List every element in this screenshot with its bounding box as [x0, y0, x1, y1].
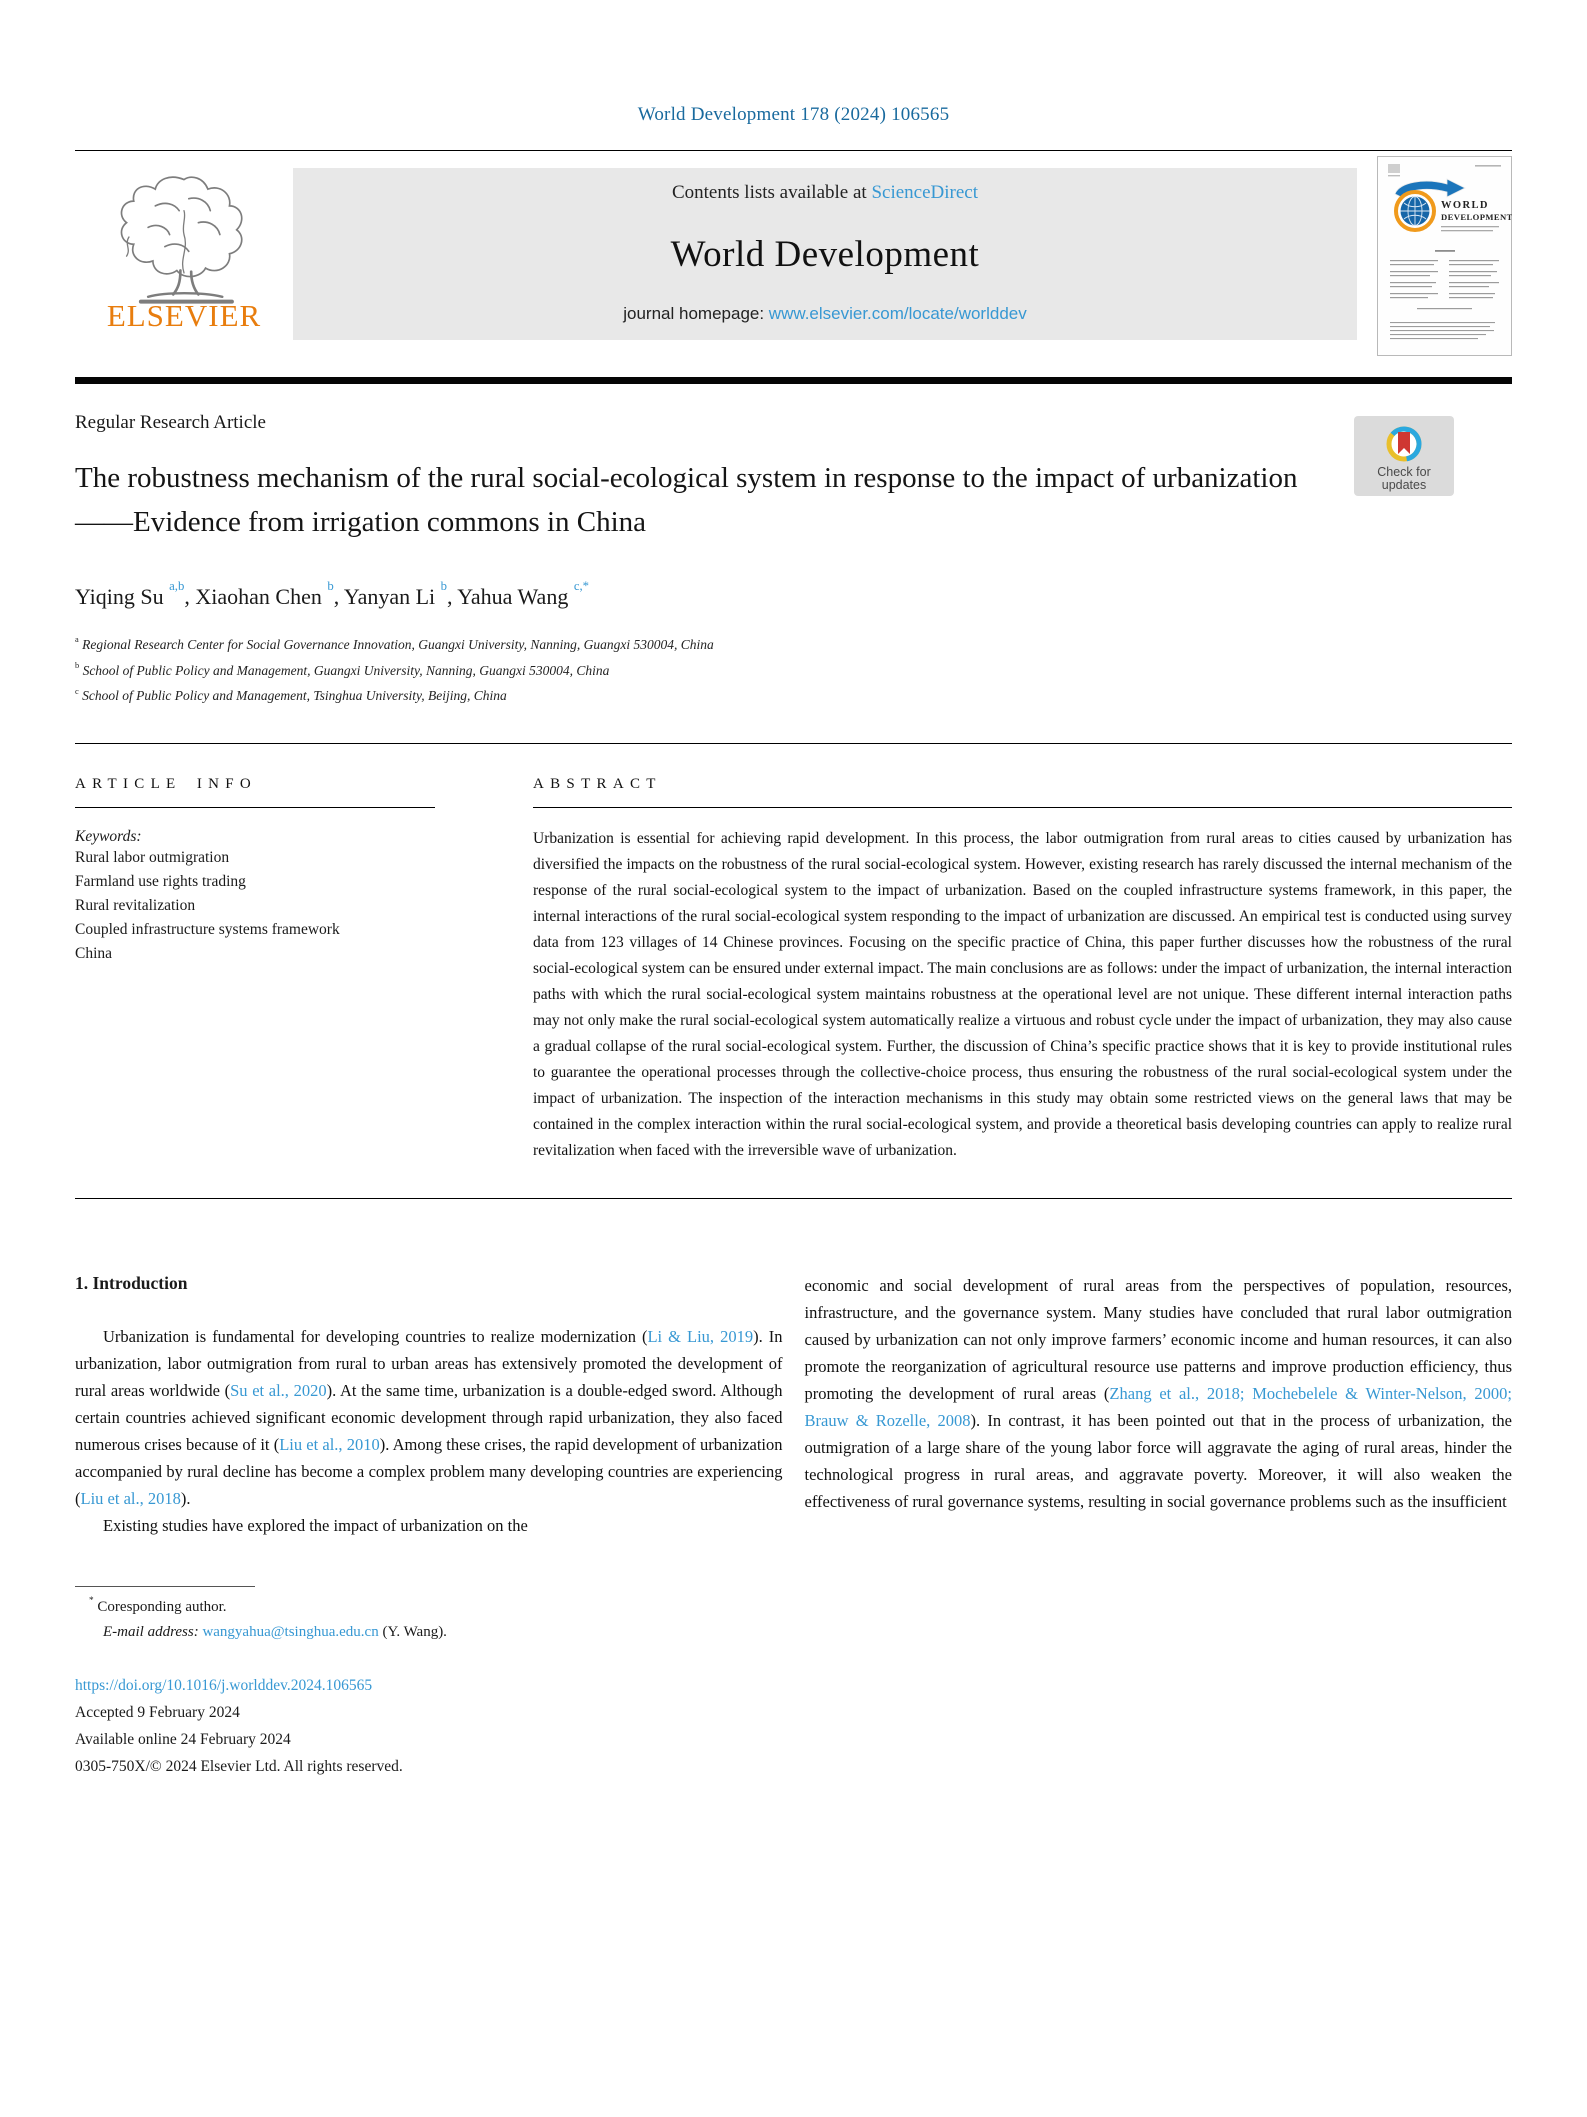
crossmark-label-line1: Check for [1377, 465, 1431, 479]
article-header [75, 412, 1512, 709]
affiliation-a: $^a$ Regional Research Center for Social Governance Innovation, Guangxi University, Nanning, Guangxi 530004, China [75, 635, 714, 653]
sciencedirect-link[interactable]: ScienceDirect [871, 182, 979, 203]
article-title: The robustness mechanism of the rural social-ecological system in response to the impact of urbanization——Evidence from irrigation commons in China [75, 462, 1298, 539]
article-info-column [75, 744, 435, 1164]
email-line: E-mail address: wangyahua@tsinghua.edu.cn (Y. Wang). [103, 1624, 447, 1641]
journal-title: World Development [670, 233, 980, 275]
article-type-label: Regular Research Article [75, 412, 266, 433]
authors-line: Yiqing Su $^{a,b}$, Xiaohan Chen $^b$, Yanyan Li $^b$, Yahua Wang $^{c,*}$ [75, 579, 590, 610]
keyword-item: Coupled infrastructure systems framework [75, 921, 340, 939]
info-abstract-bottom-rule [75, 1198, 1512, 1199]
doi-link[interactable]: https://doi.org/10.1016/j.worlddev.2024.106565 [75, 1676, 373, 1694]
journal-citation-header: World Development 178 (2024) 106565 [637, 104, 950, 125]
cover-title-line2: DEVELOPMENT [1441, 212, 1512, 222]
keywords-label: Keywords: [75, 828, 142, 846]
abstract-rule [533, 807, 1512, 808]
intro-paragraph-3: economic and social development of rural areas from the perspectives of population, resources, infrastructure, and the governance system. Many studies have concluded that rural labor outmigration caused by urbanization can not only improve farmers’ economic income and human resources, it can also promote the reorganization of agricultural resource use patterns and improve production efficiency, thus promoting the development of rural areas (Zhang et al., 2018; Mochebelele & Winter-Nelson, 2000; Brauw & Rozelle, 2008). In contrast, it has been pointed out that in the process of urbanization, the outmigration of a large share of the young labor force will aggravate the aging of rural areas, hinder the technological progress in rural areas, and aggravate poverty. Moreover, it will also weaken the effectiveness of rural governance systems, resulting in social governance problems such as the insufficient [804, 1276, 1513, 1511]
intro-paragraph-1: Urbanization is fundamental for developing countries to realize modernization (Li & Liu, 2019). In urbanization, labor outmigration from rural to urban areas has extensively promoted the development of rural areas worldwide (Su et al., 2020). At the same time, urbanization is a double-edged sword. Although certain countries achieved significant economic development through rapid urbanization, they also faced numerous crises because of it (Liu et al., 2010). Among these crises, the rapid development of urbanization accompanied by rural decline has become a complex problem many developing countries are experiencing (Liu et al., 2018). [75, 1327, 783, 1508]
black-divider-bar [75, 377, 1512, 384]
elsevier-tree-icon [108, 170, 260, 304]
intro-col-left [75, 1273, 783, 1780]
journal-cover-thumbnail [1377, 156, 1512, 361]
accepted-date: Accepted 9 February 2024 [75, 1703, 240, 1721]
keyword-item: Rural revitalization [75, 897, 196, 915]
footnote-divider [75, 1586, 255, 1587]
intro-paragraph-2: Existing studies have explored the impact of urbanization on the [103, 1515, 528, 1535]
abstract-heading: ABSTRACT [533, 776, 662, 793]
keyword-item: Farmland use rights trading [75, 873, 246, 891]
crossmark-icon [1354, 416, 1454, 496]
introduction-heading: 1. Introduction [75, 1273, 188, 1294]
top-rule [75, 150, 1512, 151]
affiliations [75, 632, 1512, 709]
homepage-prefix: journal homepage: [623, 304, 769, 323]
masthead-box [293, 168, 1357, 340]
masthead [75, 168, 1512, 361]
journal-cover-image [1377, 156, 1512, 356]
info-abstract-section [75, 744, 1512, 1164]
introduction-section [75, 1273, 1512, 1780]
contents-prefix: Contents lists available at [671, 182, 872, 203]
copyright-line: 0305-750X/© 2024 Elsevier Ltd. All rights reserved. [75, 1757, 403, 1775]
article-info-rule [75, 807, 435, 808]
corresponding-author-note: * Coresponding author. [89, 1596, 227, 1615]
elsevier-wordmark: ELSEVIER [106, 298, 262, 333]
abstract-text: Urbanization is essential for achieving rapid development. In this process, the labor outmigration from rural areas to cities caused by urbanization has diversified the impacts on the robustness of the rural social-ecological system. However, existing research has rarely discussed the internal mechanism of the response of the rural social-ecological system to the impact of urbanization. Based on the coupled infrastructure systems framework, in this paper, the internal interactions of the rural social-ecological system responding to the impact of urbanization are discussed. An empirical test is conducted using survey data from 123 villages of 14 Chinese provinces. Focusing on the specific practice of China, this paper further discusses how the robustness of the rural social-ecological system can be ensured under external impact. The main conclusions are as follows: under the impact of urbanization, the internal interaction paths with which the rural social-ecological system maintains robustness at the operational level are not unique. These different internal interaction paths may not only make the rural social-ecological system automatically realize a virtuous and robust cycle under the impact of urbanization, they may also cause a gradual collapse of the rural social-ecological system. Further, the discussion of China’s specific practice shows that it is key to provide institutional rules to guarantee the operational processes through the collective-choice process, thus ensuring the robustness of the rural social-ecological system under the impact of urbanization. The inspection of the interaction mechanisms in this study may obtain some restricted views on the general laws that may be contained in the complex interaction within the rural social-ecological system, and provide a theoretical basis developing countries can apply to realize rural revitalization when faced with the irreversible wave of urbanization. [533, 830, 1512, 1160]
keyword-item: China [75, 945, 113, 963]
keyword-item: Rural labor outmigration [75, 849, 230, 867]
intro-col-right [805, 1273, 1513, 1780]
available-online-date: Available online 24 February 2024 [75, 1730, 291, 1748]
affiliation-c: $^c$ School of Public Policy and Management, Tsinghua University, Beijing, China [75, 686, 507, 704]
footnotes [75, 1595, 783, 1646]
elsevier-logo [75, 168, 293, 334]
abstract-column [533, 744, 1512, 1164]
contents-line [303, 182, 1347, 204]
crossmark-badge[interactable] [1354, 416, 1454, 496]
cover-title-line1: WORLD [1441, 200, 1489, 211]
homepage-line [303, 304, 1347, 324]
article-info-heading: ARTICLE INFO [75, 776, 258, 793]
affiliation-b: $^b$ School of Public Policy and Management, Guangxi University, Nanning, Guangxi 530004, China [75, 661, 610, 678]
crossmark-label-line2: updates [1381, 478, 1427, 492]
publication-info [75, 1672, 783, 1781]
homepage-link[interactable]: www.elsevier.com/locate/worlddev [768, 304, 1027, 323]
